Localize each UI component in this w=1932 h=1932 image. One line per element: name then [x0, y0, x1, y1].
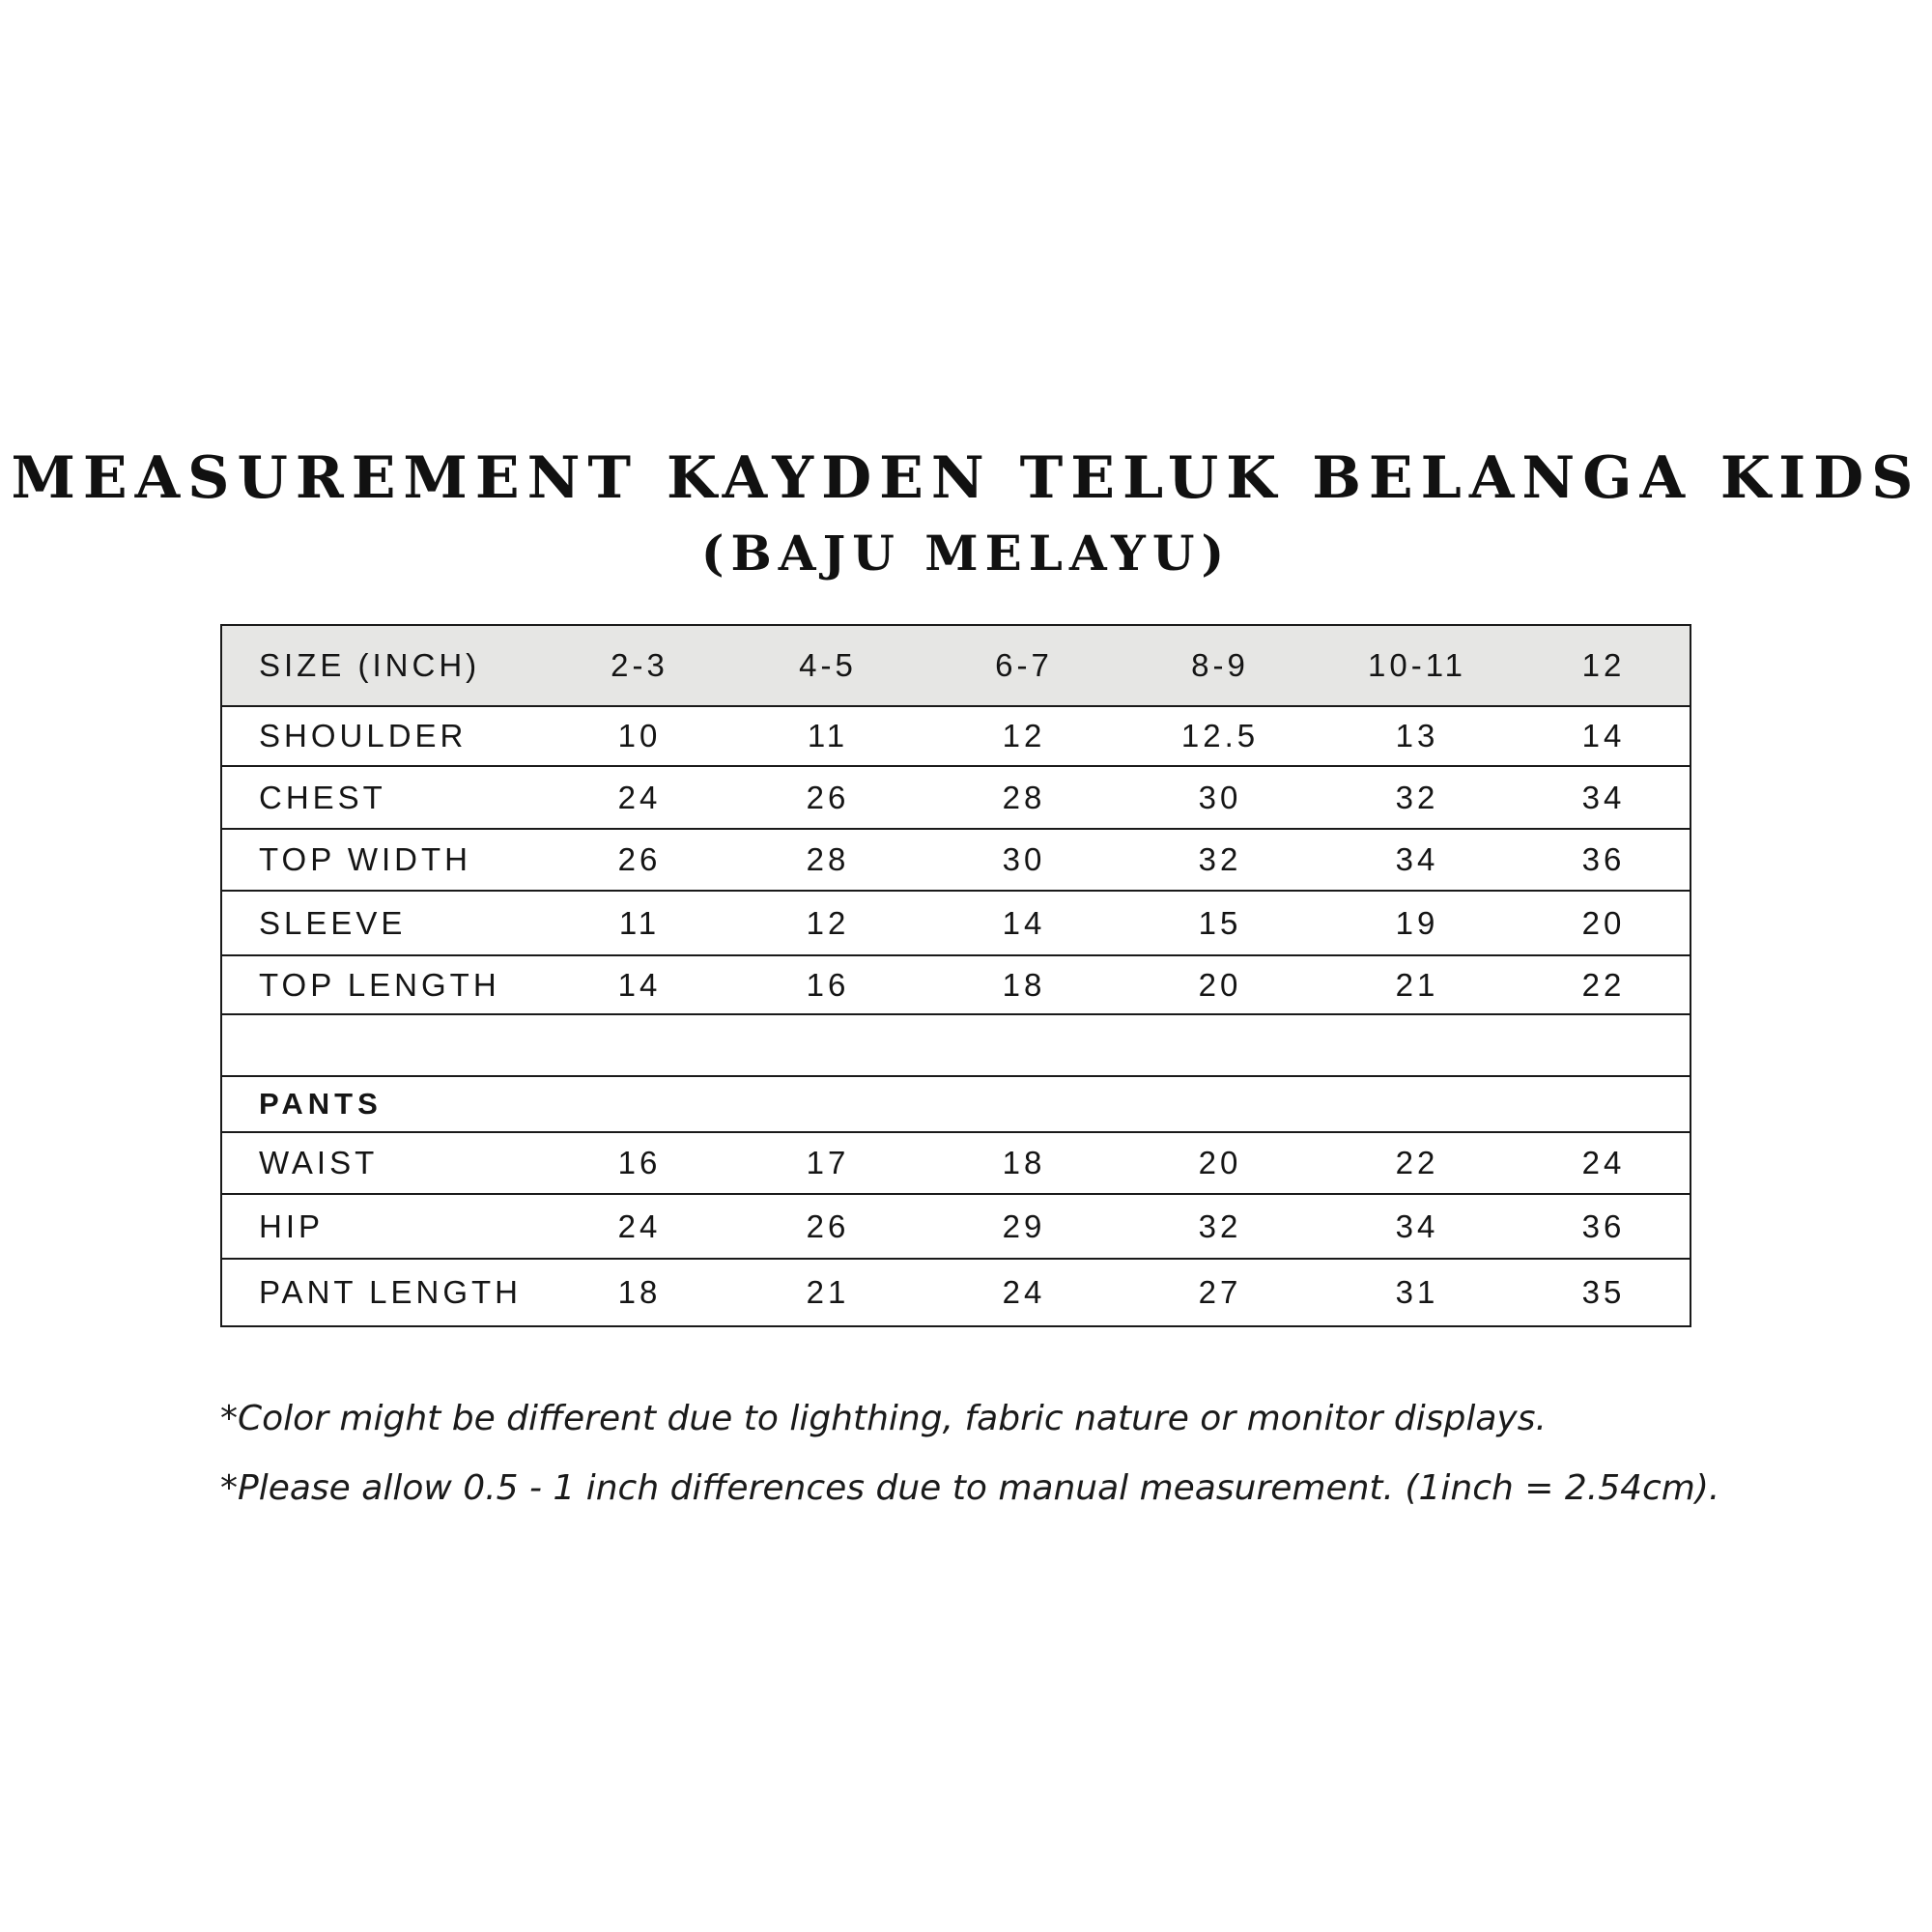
size-header: 4-5: [799, 647, 857, 683]
table-cell: 20: [1581, 904, 1626, 941]
table-cell: 19: [1395, 904, 1439, 941]
table-cell: 21: [1395, 966, 1439, 1003]
table-cell: 16: [806, 966, 850, 1003]
row-label: WAIST: [259, 1145, 379, 1180]
table-cell: 36: [1581, 841, 1626, 877]
size-chart-table: [220, 624, 1691, 1327]
header-label: SIZE (INCH): [259, 647, 481, 683]
section-label: PANTS: [259, 1087, 383, 1121]
table-header-row: [222, 626, 1690, 707]
table-row: [222, 767, 1690, 830]
table-cell: 12: [1002, 718, 1046, 753]
row-label: HIP: [259, 1208, 325, 1244]
table-cell: 36: [1581, 1208, 1626, 1244]
table-cell: 26: [806, 779, 850, 815]
table-row: [222, 830, 1690, 892]
section-row-pants: [222, 1077, 1690, 1133]
row-label: TOP LENGTH: [259, 966, 500, 1003]
table-cell: 32: [1198, 841, 1242, 877]
size-header: 6-7: [995, 647, 1053, 683]
table-cell: 34: [1395, 841, 1439, 877]
table-cell: 21: [806, 1273, 850, 1310]
table-cell: 34: [1395, 1208, 1439, 1244]
table-cell: 12: [806, 904, 850, 941]
table-cell: 27: [1198, 1273, 1242, 1310]
table-cell: 30: [1198, 779, 1242, 815]
table-cell: 13: [1395, 718, 1439, 753]
table-cell: 14: [1002, 904, 1046, 941]
page-subtitle: (BAJU MELAYU): [700, 525, 1232, 582]
table-cell: 22: [1581, 966, 1626, 1003]
table-row: [222, 956, 1690, 1015]
table-cell: 14: [617, 966, 662, 1003]
table-row: [222, 892, 1690, 956]
table-cell: 24: [1581, 1145, 1626, 1180]
table-cell: 17: [806, 1145, 850, 1180]
table-cell: 20: [1198, 1145, 1242, 1180]
table-cell: 20: [1198, 966, 1242, 1003]
row-label: SHOULDER: [259, 718, 468, 753]
size-header: 12: [1581, 647, 1626, 683]
table-cell: 24: [617, 1208, 662, 1244]
table-cell: 32: [1395, 779, 1439, 815]
table-cell: 14: [1581, 718, 1626, 753]
table-cell: 18: [1002, 1145, 1046, 1180]
table-cell: 22: [1395, 1145, 1439, 1180]
row-label: TOP WIDTH: [259, 841, 471, 877]
measurement-disclaimer-note: *Please allow 0.5 - 1 inch differences due to manual measurement. (1inch = 2.54cm).: [220, 1468, 1720, 1508]
table-row: [222, 707, 1690, 767]
empty-row: [222, 1015, 1690, 1077]
table-row: [222, 1260, 1690, 1324]
table-cell: 11: [618, 904, 661, 941]
size-header: 2-3: [611, 647, 668, 683]
row-label: SLEEVE: [259, 904, 407, 941]
table-row: [222, 1133, 1690, 1195]
page-title: MEASUREMENT KAYDEN TELUK BELANGA KIDS: [11, 444, 1921, 512]
table-cell: 15: [1198, 904, 1242, 941]
table-cell: 18: [1002, 966, 1046, 1003]
table-cell: 26: [806, 1208, 850, 1244]
table-cell: 12.5: [1180, 718, 1260, 753]
size-header: 10-11: [1368, 647, 1466, 683]
table-cell: 18: [617, 1273, 662, 1310]
table-cell: 26: [617, 841, 662, 877]
row-label: PANT LENGTH: [259, 1273, 522, 1310]
table-cell: 35: [1581, 1273, 1626, 1310]
table-cell: 24: [1002, 1273, 1046, 1310]
table-cell: 32: [1198, 1208, 1242, 1244]
table-cell: 10: [617, 718, 662, 753]
table-row: [222, 1195, 1690, 1260]
table-cell: 16: [617, 1145, 662, 1180]
table-cell: 28: [1002, 779, 1046, 815]
row-label: CHEST: [259, 779, 386, 815]
table-cell: 31: [1395, 1273, 1439, 1310]
size-header: 8-9: [1191, 647, 1249, 683]
table-cell: 30: [1002, 841, 1046, 877]
table-cell: 34: [1581, 779, 1626, 815]
table-cell: 11: [807, 718, 849, 753]
color-disclaimer-note: *Color might be different due to lighthing, fabric nature or monitor displays.: [220, 1399, 1547, 1438]
table-cell: 24: [617, 779, 662, 815]
table-cell: 28: [806, 841, 850, 877]
table-cell: 29: [1002, 1208, 1046, 1244]
